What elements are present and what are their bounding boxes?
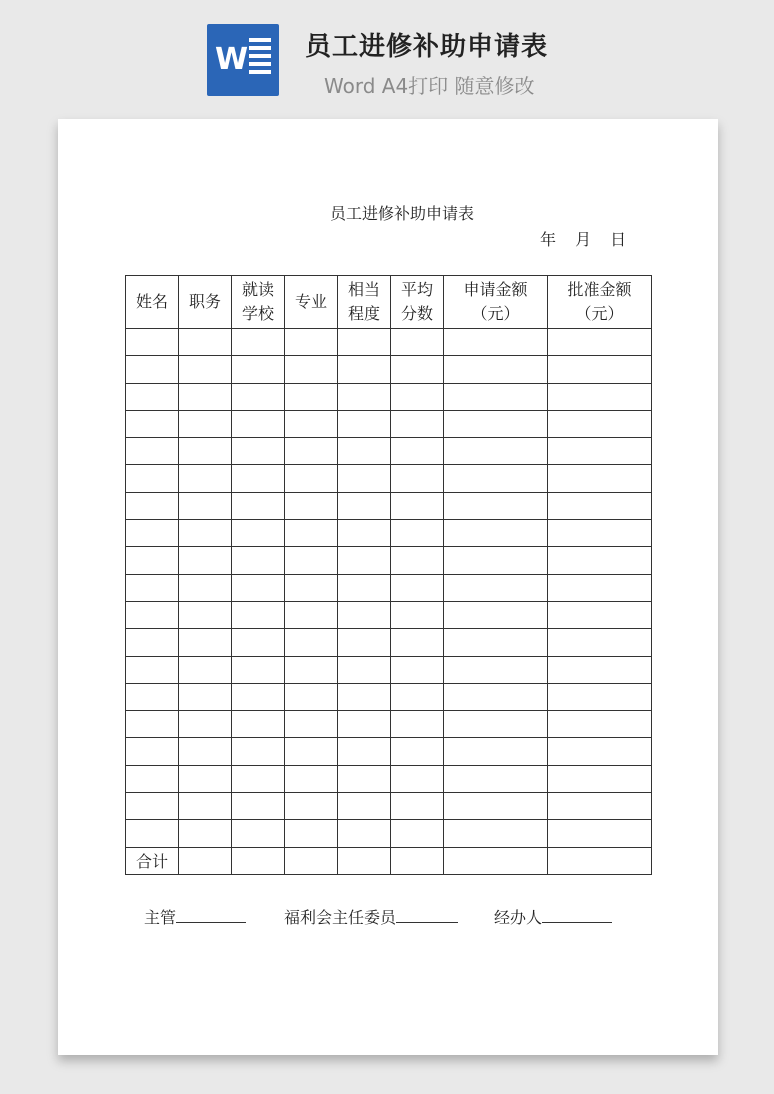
table-cell[interactable] [338,547,391,574]
word-icon-lines [249,38,271,82]
table-cell[interactable] [391,711,444,738]
table-cell[interactable] [338,465,391,492]
table-cell[interactable] [338,438,391,465]
table-cell[interactable] [179,410,232,437]
application-table [125,275,652,875]
total-cell[interactable] [444,847,548,874]
table-cell[interactable] [391,683,444,710]
table-cell[interactable] [444,629,548,656]
total-row [126,847,652,874]
table-row [126,356,652,383]
table-cell[interactable] [338,683,391,710]
table-cell[interactable] [179,492,232,519]
table-cell[interactable] [548,683,652,710]
table-cell[interactable] [444,601,548,628]
table-row [126,601,652,628]
document-title: 员工进修补助申请表 [329,204,474,223]
table-cell[interactable] [179,329,232,356]
table-cell[interactable] [285,601,338,628]
table-cell[interactable] [179,656,232,683]
total-cell[interactable] [232,847,285,874]
table-cell[interactable] [232,765,285,792]
table-cell[interactable] [232,547,285,574]
table-cell[interactable] [126,410,179,437]
table-cell[interactable] [285,683,338,710]
table-cell[interactable] [232,520,285,547]
table-cell[interactable] [232,383,285,410]
table-cell[interactable] [285,383,338,410]
table-row [126,547,652,574]
table-cell[interactable] [338,711,391,738]
table-row [126,492,652,519]
table-cell[interactable] [444,410,548,437]
table-cell[interactable] [232,410,285,437]
column-header-line1: 专业 [294,292,327,311]
table-row [126,683,652,710]
table-row [126,793,652,820]
table-cell[interactable] [338,574,391,601]
column-header-line1: 职务 [188,292,221,311]
table-cell[interactable] [179,383,232,410]
table-cell[interactable] [548,410,652,437]
table-cell[interactable] [548,574,652,601]
table-row [126,738,652,765]
table-cell[interactable] [179,683,232,710]
table-cell[interactable] [548,820,652,847]
table-cell[interactable] [548,329,652,356]
column-header [548,276,652,329]
column-header [179,276,232,329]
table-cell[interactable] [126,492,179,519]
table-cell[interactable] [548,465,652,492]
column-header [444,276,548,329]
table-row [126,711,652,738]
table-cell[interactable] [548,547,652,574]
table-cell[interactable] [391,547,444,574]
table-cell[interactable] [232,465,285,492]
committee-label: 福利会主任委员 [284,908,397,927]
table-cell[interactable] [285,629,338,656]
table-cell[interactable] [285,492,338,519]
column-header-line2: 程度 [347,304,380,323]
table-body [126,329,652,875]
table-cell[interactable] [444,438,548,465]
table-cell[interactable] [126,820,179,847]
banner-title: 员工进修补助申请表 [305,32,549,62]
table-cell[interactable] [391,574,444,601]
committee-signature [284,905,458,928]
table-cell[interactable] [285,765,338,792]
table-cell[interactable] [126,629,179,656]
table-cell[interactable] [338,820,391,847]
table-cell[interactable] [548,656,652,683]
table-cell[interactable] [179,438,232,465]
supervisor-signature [144,905,246,928]
table-cell[interactable] [126,547,179,574]
table-cell[interactable] [548,438,652,465]
table-cell[interactable] [548,738,652,765]
table-cell[interactable] [444,738,548,765]
table-cell[interactable] [444,520,548,547]
banner-subtitle: Word A4打印 随意修改 [324,74,535,98]
table-cell[interactable] [179,820,232,847]
table-cell[interactable] [391,765,444,792]
table-cell[interactable] [548,383,652,410]
table-cell[interactable] [444,383,548,410]
table-cell[interactable] [285,793,338,820]
table-cell[interactable] [338,410,391,437]
total-label: 合计 [126,847,179,874]
table-cell[interactable] [444,711,548,738]
table-cell[interactable] [391,520,444,547]
table-cell[interactable] [548,601,652,628]
table-cell[interactable] [126,383,179,410]
table-cell[interactable] [232,738,285,765]
table-cell[interactable] [179,601,232,628]
column-header [391,276,444,329]
table-cell[interactable] [126,601,179,628]
column-header-line2: 学校 [241,304,274,323]
column-header-line1: 批准金额 [567,280,632,299]
table-cell[interactable] [179,629,232,656]
table-cell[interactable] [444,329,548,356]
table-cell[interactable] [391,738,444,765]
table-cell[interactable] [391,492,444,519]
table-cell[interactable] [285,738,338,765]
table-cell[interactable] [232,820,285,847]
table-cell[interactable] [548,711,652,738]
table-cell[interactable] [391,656,444,683]
table-row [126,520,652,547]
table-row [126,383,652,410]
table-cell[interactable] [179,711,232,738]
table-header-row [126,276,652,329]
word-document-icon [207,24,279,96]
table-cell[interactable] [338,329,391,356]
table-cell[interactable] [179,520,232,547]
table-cell[interactable] [444,793,548,820]
total-cell[interactable] [179,847,232,874]
document-page [58,119,718,1055]
table-cell[interactable] [391,356,444,383]
total-cell[interactable] [391,847,444,874]
table-cell[interactable] [285,711,338,738]
table-cell[interactable] [285,356,338,383]
table-cell[interactable] [126,793,179,820]
table-cell[interactable] [444,656,548,683]
table-cell[interactable] [179,765,232,792]
table-cell[interactable] [548,765,652,792]
column-header [338,276,391,329]
table-cell[interactable] [338,520,391,547]
table-row [126,820,652,847]
table-cell[interactable] [126,711,179,738]
table-cell[interactable] [179,793,232,820]
table-cell[interactable] [179,738,232,765]
table-cell[interactable] [548,492,652,519]
header-banner [0,0,774,112]
table-cell[interactable] [391,329,444,356]
table-cell[interactable] [126,683,179,710]
table-cell[interactable] [232,574,285,601]
table-cell[interactable] [285,574,338,601]
table-row [126,656,652,683]
table-cell[interactable] [232,601,285,628]
table-cell[interactable] [285,438,338,465]
total-cell[interactable] [548,847,652,874]
handler-signature-line[interactable] [542,906,612,923]
table-cell[interactable] [548,356,652,383]
table-row [126,465,652,492]
table-cell[interactable] [391,438,444,465]
table-cell[interactable] [391,629,444,656]
table-cell[interactable] [179,465,232,492]
table-row [126,410,652,437]
table-cell[interactable] [444,547,548,574]
table-row [126,574,652,601]
table-cell[interactable] [391,383,444,410]
table-cell[interactable] [232,438,285,465]
table-cell[interactable] [548,629,652,656]
table-cell[interactable] [179,547,232,574]
table-cell[interactable] [338,793,391,820]
table-cell[interactable] [126,356,179,383]
table-cell[interactable] [285,820,338,847]
table-cell[interactable] [338,601,391,628]
table-cell[interactable] [338,383,391,410]
table-cell[interactable] [548,520,652,547]
word-icon-letter: W [215,42,249,77]
table-cell[interactable] [232,492,285,519]
table-cell[interactable] [285,410,338,437]
supervisor-label: 主管 [144,908,177,927]
table-cell[interactable] [391,601,444,628]
column-header-line2: 分数 [400,304,433,323]
date-line: 年 月 日 [540,230,627,249]
table-cell[interactable] [232,329,285,356]
table-cell[interactable] [444,492,548,519]
column-header-line2: （元） [471,304,520,323]
table-cell[interactable] [338,656,391,683]
table-cell[interactable] [126,738,179,765]
table-cell[interactable] [338,738,391,765]
table-cell[interactable] [232,356,285,383]
table-cell[interactable] [126,438,179,465]
column-header-line1: 姓名 [135,292,168,311]
table-cell[interactable] [338,356,391,383]
table-cell[interactable] [126,765,179,792]
column-header-line2: （元） [575,304,624,323]
table-cell[interactable] [444,574,548,601]
table-cell[interactable] [126,329,179,356]
column-header [232,276,285,329]
table-cell[interactable] [179,356,232,383]
total-cell[interactable] [338,847,391,874]
column-header [285,276,338,329]
table-row [126,765,652,792]
table-cell[interactable] [232,793,285,820]
table-row [126,629,652,656]
table-cell[interactable] [232,629,285,656]
column-header [126,276,179,329]
supervisor-signature-line[interactable] [176,906,246,923]
table-cell[interactable] [391,465,444,492]
column-header-line1: 相当 [347,280,380,299]
table-cell[interactable] [126,520,179,547]
table-cell[interactable] [338,765,391,792]
table-cell[interactable] [285,656,338,683]
handler-signature [494,905,612,928]
table-cell[interactable] [338,492,391,519]
handler-label: 经办人 [494,908,543,927]
table-cell[interactable] [548,793,652,820]
table-row [126,438,652,465]
table-cell[interactable] [444,765,548,792]
table-cell[interactable] [179,574,232,601]
committee-signature-line[interactable] [396,906,458,923]
table-cell[interactable] [338,629,391,656]
table-cell[interactable] [444,820,548,847]
table-cell[interactable] [285,465,338,492]
table-cell[interactable] [444,683,548,710]
column-header-line1: 申请金额 [463,280,528,299]
column-header-line1: 平均 [400,280,433,299]
table-cell[interactable] [444,356,548,383]
table-cell[interactable] [126,656,179,683]
table-cell[interactable] [232,711,285,738]
table-cell[interactable] [285,547,338,574]
table-cell[interactable] [391,410,444,437]
table-cell[interactable] [232,656,285,683]
table-cell[interactable] [126,465,179,492]
table-cell[interactable] [285,329,338,356]
table-cell[interactable] [285,520,338,547]
table-cell[interactable] [391,820,444,847]
total-cell[interactable] [285,847,338,874]
table-cell[interactable] [126,574,179,601]
table-cell[interactable] [444,465,548,492]
column-header-line1: 就读 [241,280,274,299]
table-cell[interactable] [232,683,285,710]
table-row [126,329,652,356]
table-cell[interactable] [391,793,444,820]
